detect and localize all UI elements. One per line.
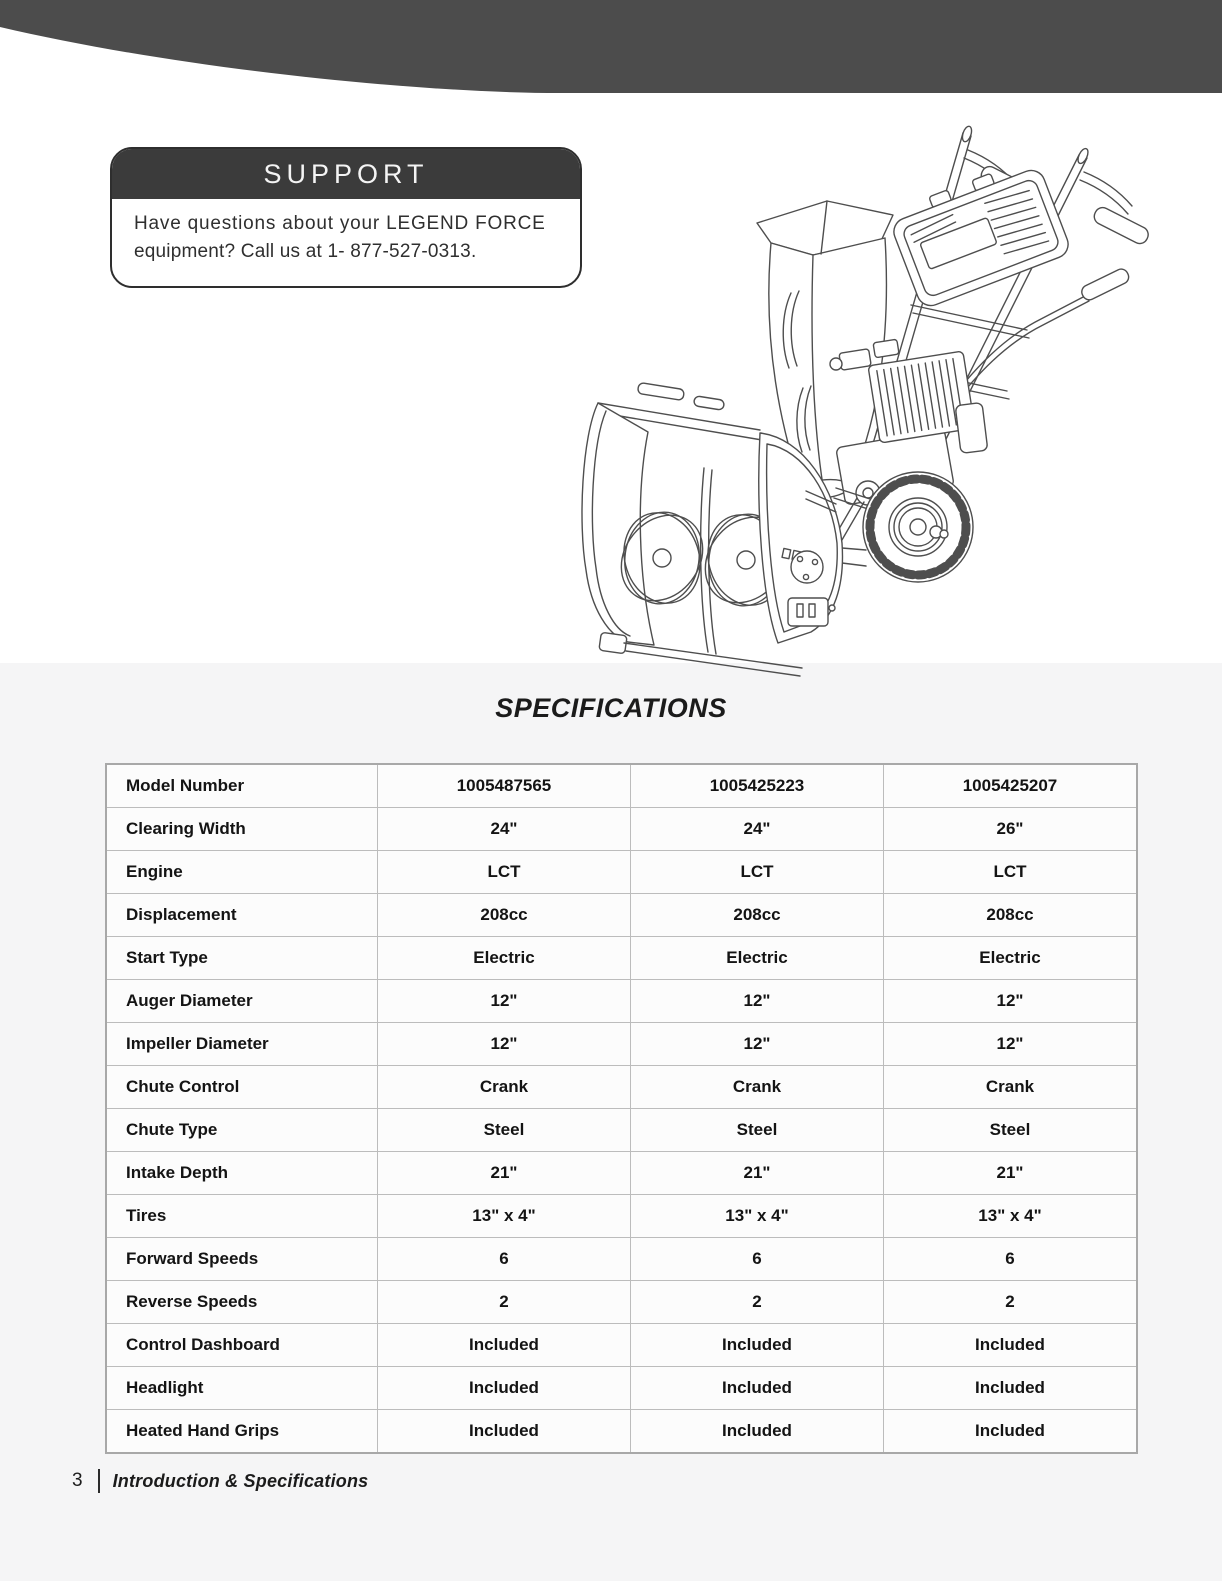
spec-row	[106, 1324, 1137, 1367]
spec-value: 21"	[884, 1152, 1138, 1195]
spec-row	[106, 764, 1137, 808]
spec-value: 2	[378, 1281, 631, 1324]
spec-value: Electric	[631, 937, 884, 980]
spec-value: Included	[631, 1410, 884, 1454]
spec-row	[106, 1367, 1137, 1410]
spec-value: 12"	[378, 980, 631, 1023]
spec-value: 21"	[631, 1152, 884, 1195]
spec-label: Reverse Speeds	[106, 1281, 378, 1324]
spec-value: 13" x 4"	[631, 1195, 884, 1238]
spec-value: Steel	[378, 1109, 631, 1152]
page-footer	[72, 1467, 368, 1495]
spec-label: Engine	[106, 851, 378, 894]
top-band-curve	[0, 0, 1222, 95]
spec-value: Included	[884, 1324, 1138, 1367]
spec-value: Crank	[884, 1066, 1138, 1109]
spec-row	[106, 1066, 1137, 1109]
starter-plug-box	[788, 598, 828, 626]
spec-value: Included	[631, 1324, 884, 1367]
spec-row	[106, 937, 1137, 980]
support-body-line1: Have questions about your LEGEND FORCE	[134, 213, 546, 234]
spec-value: Electric	[884, 937, 1138, 980]
spec-value: Steel	[884, 1109, 1138, 1152]
specifications-table	[105, 763, 1138, 1454]
spec-label: Impeller Diameter	[106, 1023, 378, 1066]
spec-value: 1005487565	[378, 764, 631, 808]
spec-value: Included	[378, 1410, 631, 1454]
spec-value: Included	[884, 1367, 1138, 1410]
spec-label: Headlight	[106, 1367, 378, 1410]
spec-label: Forward Speeds	[106, 1238, 378, 1281]
spec-value: 12"	[884, 980, 1138, 1023]
control-dashboard	[886, 156, 1072, 309]
spec-value: Included	[631, 1367, 884, 1410]
spec-row	[106, 1109, 1137, 1152]
specifications-heading: SPECIFICATIONS	[495, 693, 727, 723]
spec-value: 2	[631, 1281, 884, 1324]
spec-row	[106, 1410, 1137, 1454]
spec-value: 6	[378, 1238, 631, 1281]
gearbox-plate	[791, 551, 823, 583]
spec-value: 24"	[631, 808, 884, 851]
spec-value: Included	[884, 1410, 1138, 1454]
page-number: 3	[72, 1470, 83, 1491]
spec-label: Displacement	[106, 894, 378, 937]
footer-section-title: Introduction & Specifications	[112, 1470, 369, 1491]
spec-value: 26"	[884, 808, 1138, 851]
spec-label: Control Dashboard	[106, 1324, 378, 1367]
spec-label: Tires	[106, 1195, 378, 1238]
spec-value: Included	[378, 1367, 631, 1410]
spec-value: Crank	[378, 1066, 631, 1109]
spec-label: Auger Diameter	[106, 980, 378, 1023]
spec-value: 13" x 4"	[884, 1195, 1138, 1238]
spec-label: Intake Depth	[106, 1152, 378, 1195]
spec-value: 1005425207	[884, 764, 1138, 808]
spec-row	[106, 1195, 1137, 1238]
support-body	[112, 199, 580, 265]
spec-value: 12"	[378, 1023, 631, 1066]
spec-value: LCT	[631, 851, 884, 894]
spec-value: 208cc	[884, 894, 1138, 937]
spec-row	[106, 808, 1137, 851]
spec-value: LCT	[884, 851, 1138, 894]
spec-row	[106, 1023, 1137, 1066]
spec-row	[106, 894, 1137, 937]
spec-value: Steel	[631, 1109, 884, 1152]
spec-row	[106, 1152, 1137, 1195]
spec-label: Model Number	[106, 764, 378, 808]
spec-row	[106, 980, 1137, 1023]
spec-label: Chute Type	[106, 1109, 378, 1152]
support-title: SUPPORT	[263, 158, 429, 189]
spec-row	[106, 1238, 1137, 1281]
spec-label: Start Type	[106, 937, 378, 980]
spec-value: 6	[884, 1238, 1138, 1281]
footer-divider	[98, 1469, 100, 1493]
spec-value: 6	[631, 1238, 884, 1281]
support-header	[112, 149, 580, 199]
spec-value: Crank	[631, 1066, 884, 1109]
spec-value: 2	[884, 1281, 1138, 1324]
spec-label: Clearing Width	[106, 808, 378, 851]
spec-value: 21"	[378, 1152, 631, 1195]
spec-value: 24"	[378, 808, 631, 851]
spec-value: 13" x 4"	[378, 1195, 631, 1238]
spec-value: 12"	[631, 980, 884, 1023]
spec-label: Chute Control	[106, 1066, 378, 1109]
spec-value: Electric	[378, 937, 631, 980]
spec-value: 208cc	[378, 894, 631, 937]
wheel	[863, 472, 973, 582]
spec-value: 208cc	[631, 894, 884, 937]
support-callout	[110, 147, 582, 288]
snow-blower-illustration	[578, 108, 1222, 723]
spec-value: Included	[378, 1324, 631, 1367]
spec-value: 12"	[884, 1023, 1138, 1066]
spec-table-body	[106, 764, 1137, 1453]
spec-row	[106, 851, 1137, 894]
spec-value: 1005425223	[631, 764, 884, 808]
spec-value: LCT	[378, 851, 631, 894]
support-body-line2: equipment? Call us at 1- 877-527-0313.	[134, 240, 477, 262]
spec-label: Heated Hand Grips	[106, 1410, 378, 1454]
top-band	[0, 0, 1222, 95]
snow-blower-line-drawing	[578, 108, 1222, 723]
spec-row	[106, 1281, 1137, 1324]
spec-value: 12"	[631, 1023, 884, 1066]
